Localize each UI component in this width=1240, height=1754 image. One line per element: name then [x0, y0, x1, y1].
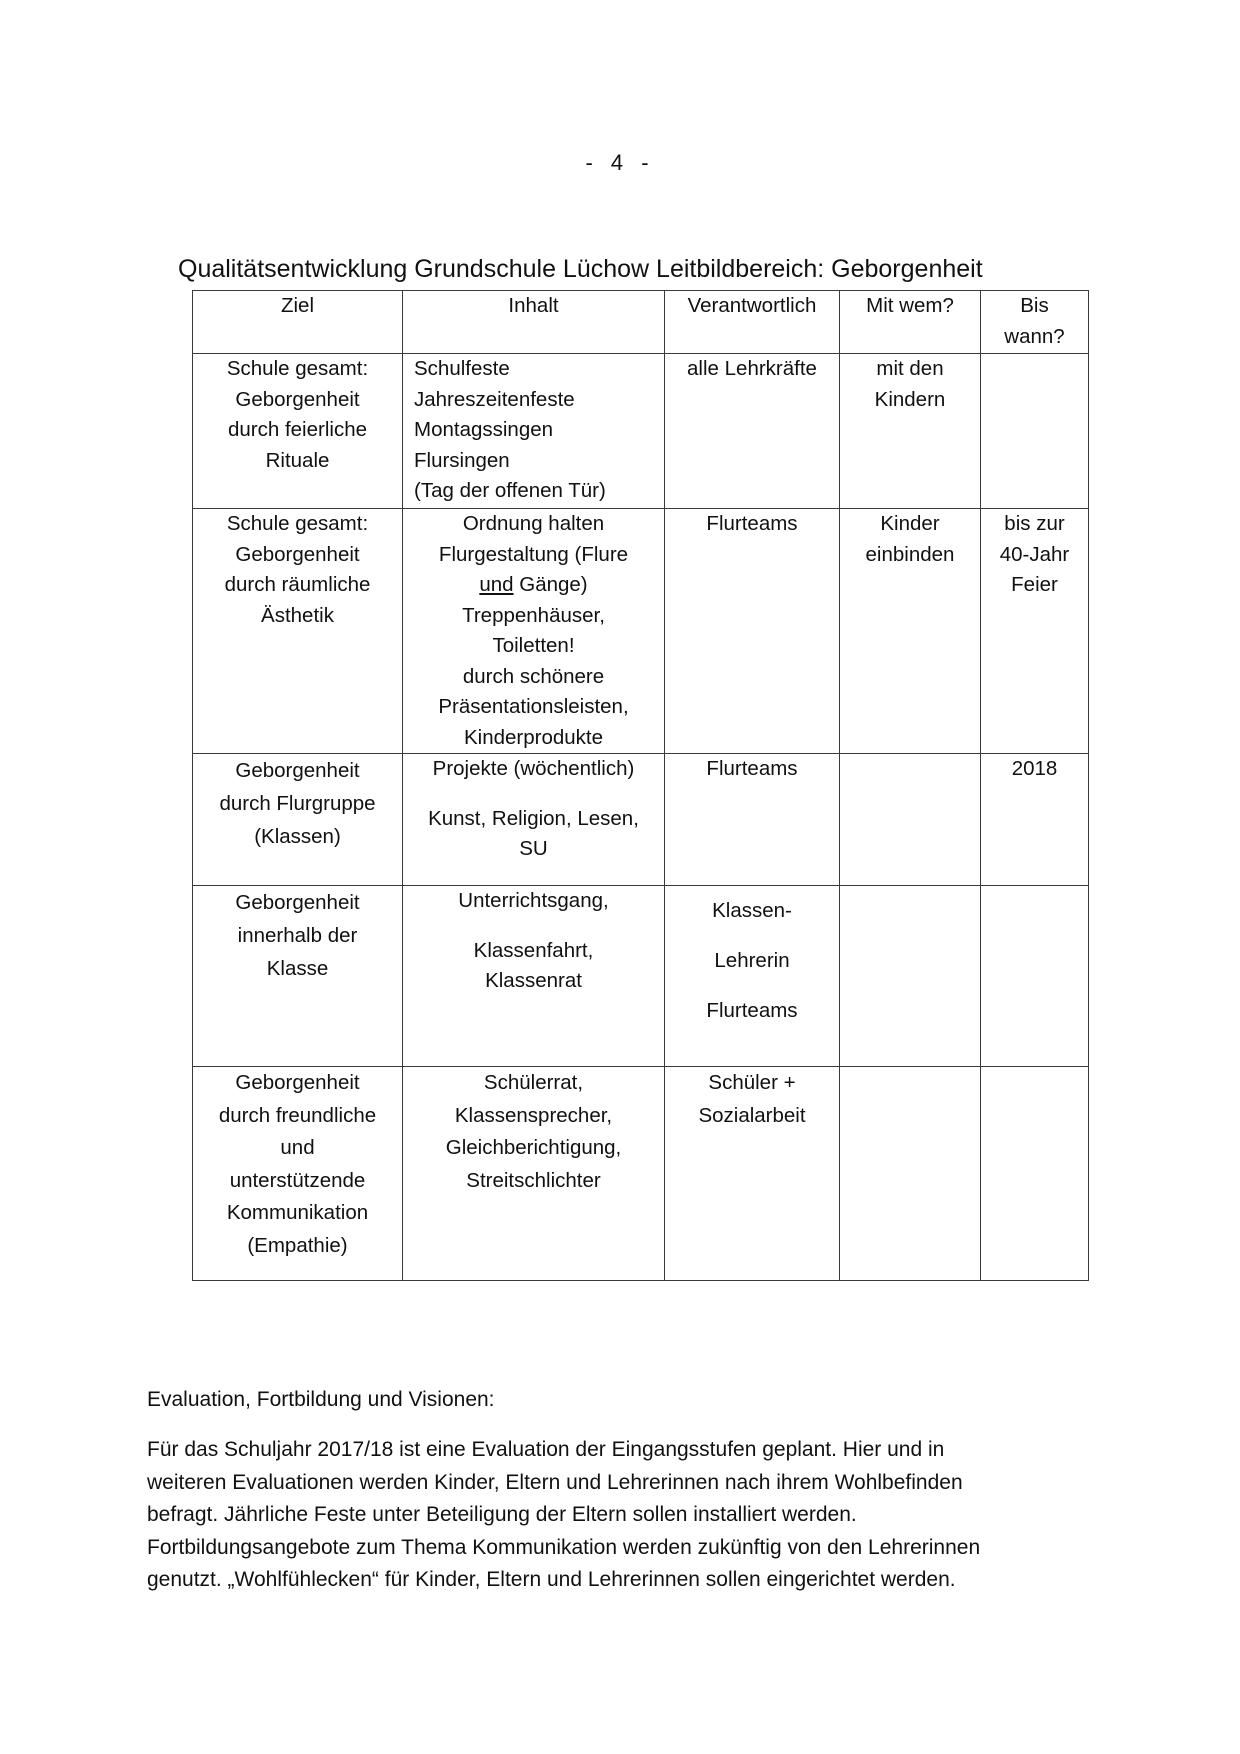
cell-verantwortlich: Schüler + Sozialarbeit	[665, 1067, 840, 1281]
header-mit-wem: Mit wem?	[840, 291, 981, 354]
cell-inhalt: Unterrichtsgang, Klassenfahrt, Klassenrat	[403, 886, 665, 1067]
cell-ziel: Geborgenheit durch Flurgruppe (Klassen)	[193, 754, 403, 886]
header-ziel: Ziel	[193, 291, 403, 354]
cell-inhalt: Projekte (wöchentlich) Kunst, Religion, Lesen, SU	[403, 754, 665, 886]
cell-mit-wem: mit den Kindern	[840, 354, 981, 509]
cell-verantwortlich: Flurteams	[665, 509, 840, 754]
cell-mit-wem: Kinder einbinden	[840, 509, 981, 754]
paragraph-line: Für das Schuljahr 2017/18 ist eine Evaluation der Eingangsstufen geplant. Hier und in	[147, 1438, 945, 1461]
cell-ziel: Schule gesamt: Geborgenheit durch feierliche Rituale	[193, 354, 403, 509]
cell-verantwortlich: alle Lehrkräfte	[665, 354, 840, 509]
page-number: - 4 -	[585, 150, 655, 175]
cell-verantwortlich: Flurteams	[665, 754, 840, 886]
table-row	[193, 886, 1089, 1067]
cell-bis-wann	[981, 1067, 1089, 1281]
table-row	[193, 1067, 1089, 1281]
section-heading: Evaluation, Fortbildung und Visionen:	[147, 1388, 495, 1411]
header-bis-wann: Bis wann?	[981, 291, 1089, 354]
paragraph-line: befragt. Jährliche Feste unter Beteiligung der Eltern sollen installiert werden.	[147, 1503, 857, 1526]
table-header-row	[193, 291, 1089, 354]
cell-inhalt: Schulfeste Jahreszeitenfeste Montagssingen Flursingen (Tag der offenen Tür)	[403, 354, 665, 509]
paragraph-line: weiteren Evaluationen werden Kinder, Eltern und Lehrerinnen nach ihrem Wohlbefinden	[147, 1470, 963, 1494]
document-title: Qualitätsentwicklung Grundschule Lüchow Leitbildbereich: Geborgenheit	[178, 255, 983, 283]
cell-ziel: Geborgenheit durch freundliche und unterstützende Kommunikation (Empathie)	[193, 1067, 403, 1281]
quality-plan-table	[192, 290, 1089, 1281]
cell-bis-wann	[981, 354, 1089, 509]
cell-bis-wann	[981, 886, 1089, 1067]
cell-mit-wem	[840, 886, 981, 1067]
table-row	[193, 354, 1089, 509]
body-paragraph	[147, 1434, 1107, 1597]
cell-inhalt: Schülerrat, Klassensprecher, Gleichberichtigung, Streitschlichter	[403, 1067, 665, 1281]
cell-verantwortlich: Klassen- Lehrerin Flurteams	[665, 886, 840, 1067]
cell-bis-wann: 2018	[981, 754, 1089, 886]
paragraph-line: genutzt. „Wohlfühlecken“ für Kinder, Eltern und Lehrerinnen sollen eingerichtet werden.	[147, 1568, 956, 1591]
cell-mit-wem	[840, 1067, 981, 1281]
cell-inhalt: Ordnung halten Flurgestaltung (Flure und Gänge) Treppenhäuser, Toiletten! durch schönere Präsentationsleisten, Kinderprodukte	[403, 509, 665, 754]
table-row	[193, 509, 1089, 754]
cell-bis-wann: bis zur 40-Jahr Feier	[981, 509, 1089, 754]
header-inhalt: Inhalt	[403, 291, 665, 354]
cell-mit-wem	[840, 754, 981, 886]
cell-ziel: Schule gesamt: Geborgenheit durch räumliche Ästhetik	[193, 509, 403, 754]
header-verantwortlich: Verantwortlich	[665, 291, 840, 354]
table-row	[193, 754, 1089, 886]
paragraph-line: Fortbildungsangebote zum Thema Kommunikation werden zukünftig von den Lehrerinnen	[147, 1535, 981, 1559]
cell-ziel: Geborgenheit innerhalb der Klasse	[193, 886, 403, 1067]
